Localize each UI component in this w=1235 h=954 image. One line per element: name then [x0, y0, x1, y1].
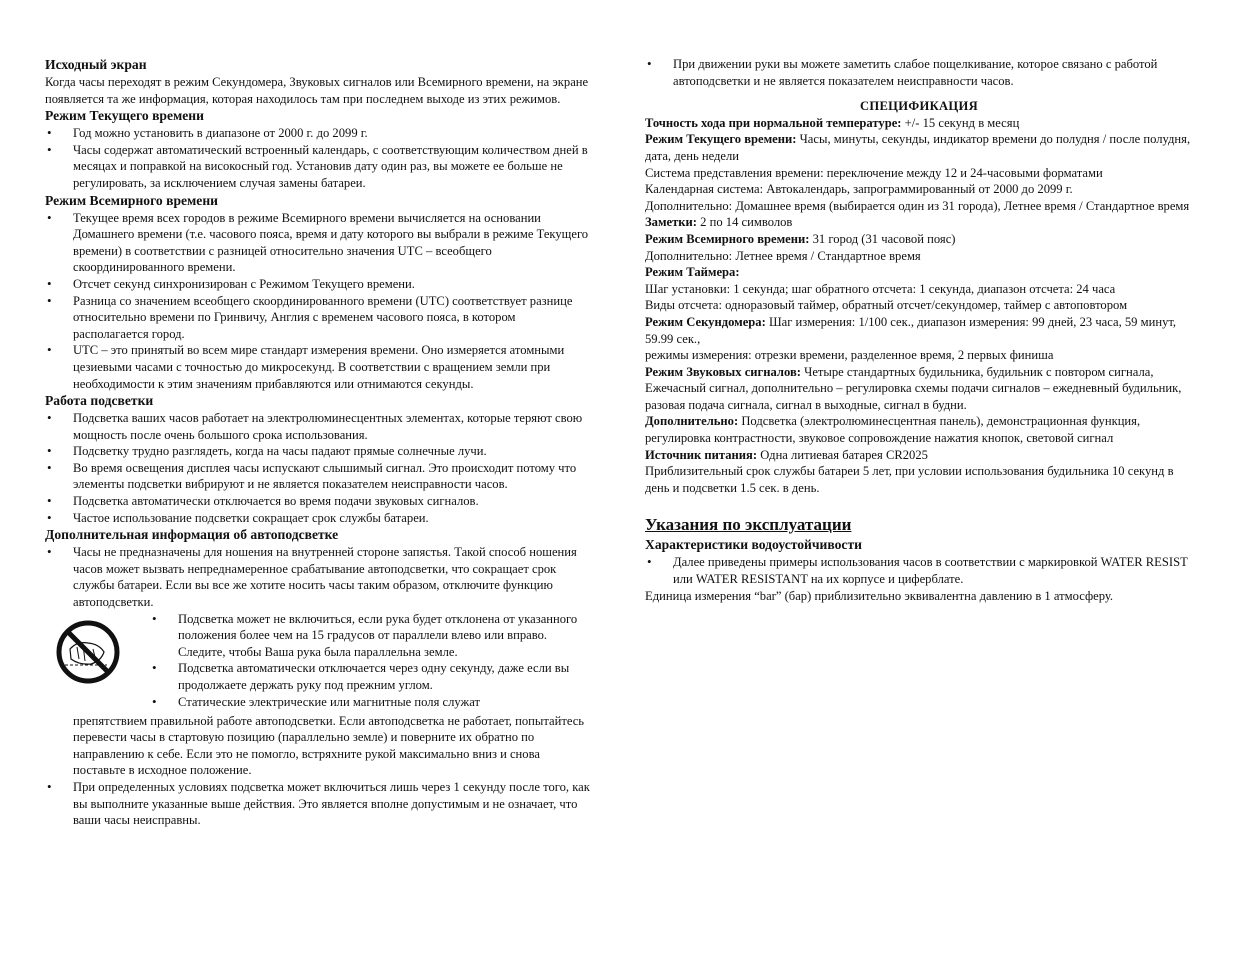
- spec-label: Заметки:: [645, 215, 698, 230]
- bar-note: Единица измерения “bar” (бар) приблизительно эквивалентна давлению в 1 атмосферу.: [645, 588, 1114, 603]
- list-item: • Подсветку трудно разглядеть, когда на часы падают прямые солнечные лучи.: [45, 443, 593, 460]
- list-item: • Во время освещения дисплея часы испускают слышимый сигнал. Это происходит потому что элементы подсветки вибрируют и не является показателем неисправности часов.: [45, 460, 593, 493]
- spec-additional-home-time: Дополнительно: Домашнее время (выбирается один из 31 города), Летнее время / Стандартное время: [645, 198, 1190, 213]
- spec-label: Источник питания:: [645, 447, 758, 462]
- spec-timer-types: Виды отсчета: одноразовый таймер, обратный отсчет/секундомер, таймер с автоповтором: [645, 298, 1128, 313]
- right-top-list: [645, 56, 1193, 89]
- spec-label: Режим Текущего времени:: [645, 132, 797, 147]
- list-item: • Часы содержат автоматический встроенный календарь, с соответствующим количеством дней в месяцах и поправкой на високосный год. Установив дату один раз, вы можете ее больше не регулировать, за исключением случая замены батареи.: [45, 142, 593, 192]
- spec-world-time: [645, 231, 1193, 248]
- spec-label: Режим Звуковых сигналов:: [645, 364, 801, 379]
- list-item: • При движении руки вы можете заметить слабое пощелкивание, которое связано с работой автоподсветки и не является показателем неисправности часов.: [645, 56, 1193, 89]
- heading-auto-backlight: Дополнительная информация об автоподсветке: [45, 527, 339, 543]
- spec-stopwatch-modes: режимы измерения: отрезки времени, разделенное время, 2 первых финиша: [645, 348, 1054, 363]
- spec-time-system: Система представления времени: переключение между 12 и 24-часовыми форматами: [645, 165, 1103, 180]
- backlight-list: [45, 410, 593, 526]
- spec-calendar: Календарная система: Автокалендарь, запрограммированный от 2000 до 2099 г.: [645, 182, 1073, 197]
- spec-extra: [645, 413, 1193, 446]
- spec-current-time: [645, 131, 1193, 164]
- list-item: • Статические электрические или магнитные поля служат: [150, 694, 595, 711]
- auto-backlight-list: [45, 544, 593, 610]
- heading-initial-screen: Исходный экран: [45, 57, 147, 72]
- list-item: • Год можно установить в диапазоне от 2000 г. до 2099 г.: [45, 125, 593, 142]
- spec-label: Режим Секундомера:: [645, 314, 766, 329]
- spec-value: +/- 15 секунд в месяц: [901, 115, 1020, 130]
- list-item: • Подсветка автоматически отключается во время подачи звуковых сигналов.: [45, 493, 593, 510]
- list-item: • При определенных условиях подсветка может включиться лишь через 1 секунду после того, как вы выполните указанные выше действия. Это является вполне допустимым и не означает, что ваши часы неисправны.: [45, 779, 593, 829]
- list-item: • Часы не предназначены для ношения на внутренней стороне запястья. Такой способ ношения часов может вызвать непреднамеренное срабатывание автоподсветки, что сокращает срок службы батареи. Если вы все же хотите носить часы таким образом, отключите функцию автоподсветки.: [45, 544, 593, 610]
- spec-alarm: [645, 364, 1193, 414]
- spec-additional-dst: Дополнительно: Летнее время / Стандартное время: [645, 248, 921, 263]
- spec-label: Точность хода при нормальной температуре:: [645, 115, 902, 130]
- heading-current-time-mode: Режим Текущего времени: [45, 108, 204, 124]
- spec-value: Шаг измерения: 1/100 сек., диапазон измерения: 99 дней, 23 часа, 59 минут, 59.99 сек.,: [645, 314, 1177, 346]
- usage-title: Указания по эксплуатации: [645, 515, 852, 535]
- heading-backlight: Работа подсветки: [45, 393, 154, 409]
- list-item: • Частое использование подсветки сокращает срок службы батареи.: [45, 510, 593, 527]
- heading-world-time-mode: Режим Всемирного времени: [45, 192, 219, 208]
- auto-backlight-list-2: [45, 779, 593, 829]
- prohibited-wrist-icon: [55, 619, 121, 685]
- spec-value: Часы, минуты, секунды, индикатор времени до полудня / после полудня, дата, день недели: [645, 132, 1191, 163]
- spec-value: Подсветка (электролюминесцентная панель), демонстрационная функция, регулировка контрастности, звуковое сопровождение нажатия кнопок, световой сигнал: [645, 414, 1141, 446]
- spec-battery-life: Приблизительный срок службы батареи 5 лет, при условии использования будильника 10 секунд в день и подсветки 1.5 сек. в день.: [645, 464, 1174, 495]
- spec-value: Четыре стандартных будильника, будильник с повтором сигнала, Ежечасный сигнал, дополнительно – регулировка схемы подачи сигналов – ежедневный будильник, разовая подача сигнала, сигнал в выходные, сигнал в будни.: [645, 364, 1182, 412]
- list-item: • Подсветка может не включиться, если рука будет отклонена от указанного положения более чем на 15 градусов от параллели влево или вправо. Следите, чтобы Ваша рука была параллельна земле.: [150, 611, 595, 661]
- list-item: • Текущее время всех городов в режиме Всемирного времени вычисляется на основании Домашнего времени (т.е. часового пояса, время и дату которого вы выбрали в режиме Текущего времени) в соответствии с разницей относительно значения UTC – всеобщего скоординированного времени.: [45, 210, 593, 276]
- water-list: [645, 554, 1193, 587]
- spec-value: Одна литиевая батарея CR2025: [757, 447, 928, 462]
- spec-value: 2 по 14 символов: [697, 215, 793, 230]
- world-time-list: [45, 210, 593, 393]
- auto-backlight-sublist: [150, 611, 595, 711]
- spec-label: Дополнительно:: [645, 414, 739, 429]
- spec-memo: [645, 214, 1193, 231]
- list-item: • Разница со значением всеобщего скоординированного времени (UTC) соответствует разнице относительно времени по Гринвичу, Англия с временем часового пояса, в котором располагается город.: [45, 293, 593, 343]
- list-item: • UTC – это принятый во всем мире стандарт измерения времени. Оно измеряется атомными цезиевыми часами с точностью до микросекунд. В соответствии с вращением земли при необходимости к этим значениям прибавляются или отнимаются секунды.: [45, 342, 593, 392]
- spec-timer-step: Шаг установки: 1 секунда; шаг обратного отсчета: 1 секунда, диапазон отсчета: 24 часа: [645, 281, 1116, 296]
- auto-backlight-continuation: препятствием правильной работе автоподсветки. Если автоподсветка не работает, попытайтесь перевести часы в стартовую позицию (параллельно земле) и поверните их обратно по направлению к себе. Если это не помогло, встряхните рукой максимально вниз и снова поставьте в исходное положение.: [73, 713, 585, 778]
- specification-title: СПЕЦИФИКАЦИЯ: [859, 99, 978, 114]
- initial-screen-text: Когда часы переходят в режим Секундомера, Звуковых сигналов или Всемирного времени, на экране появляется та же информация, которая находилось там при последнем выходе из этих режимов.: [45, 75, 589, 106]
- list-item: • Отсчет секунд синхронизирован с Режимом Текущего времени.: [45, 276, 593, 293]
- spec-power: [645, 447, 1193, 464]
- heading-water-resistance: Характеристики водоустойчивости: [645, 537, 862, 553]
- auto-backlight-note-block: [45, 611, 593, 713]
- spec-value: 31 город (31 часовой пояс): [809, 231, 956, 246]
- spec-label: Режим Всемирного времени:: [645, 231, 810, 246]
- list-item: • Далее приведены примеры использования часов в соответствии с маркировкой WATER RESIST или WATER RESISTANT на их корпусе и циферблате.: [645, 554, 1193, 587]
- current-time-list: [45, 125, 593, 191]
- spec-accuracy: [645, 115, 1193, 132]
- list-item: • Подсветка ваших часов работает на электролюминесцентных элементах, которые теряют свою мощность после очень большого срока использования.: [45, 410, 593, 443]
- right-column: [645, 56, 1193, 604]
- list-item: • Подсветка автоматически отключается через одну секунду, даже если вы продолжаете держать руку под прежним углом.: [150, 660, 595, 693]
- left-column: [45, 56, 593, 829]
- spec-stopwatch: [645, 314, 1193, 347]
- spec-timer-label: Режим Таймера:: [645, 265, 740, 280]
